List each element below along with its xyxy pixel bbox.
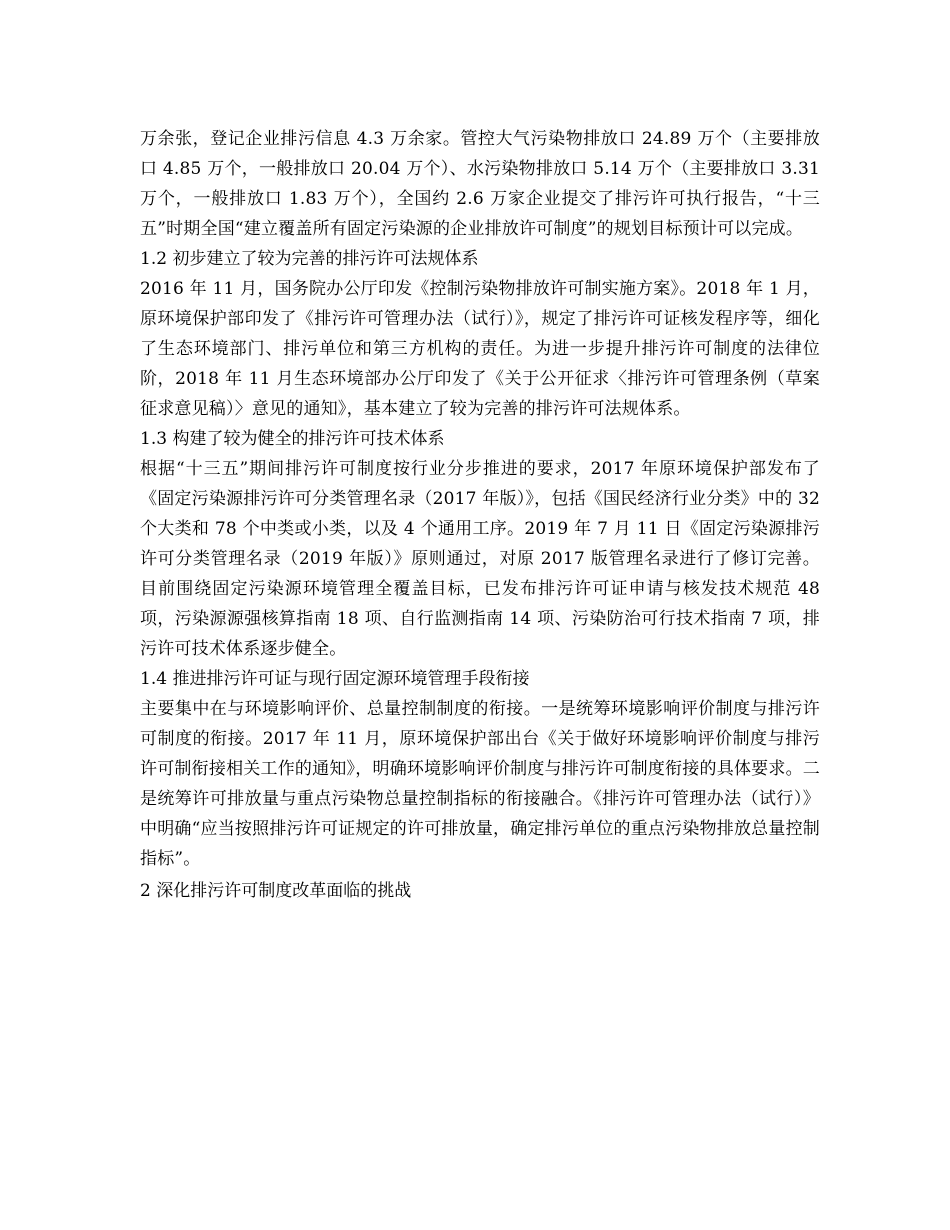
- paragraph-legal-system: 2016 年 11 月，国务院办公厅印发《控制污染物排放许可制实施方案》。2018 年 1 月，原环境保护部印发了《排污许可管理办法（试行）》，规定了排污许可证核发程序等，细化了生态环境部门、排污单位和第三方机构的责任。为进一步提升排污许可制度的法律位阶，2018 年 11 月生态环境部办公厅印发了《关于公开征求〈排污许可管理条例（草案征求意见稿）〉意见的通知》，基本建立了较为完善的排污许可法规体系。: [140, 279, 820, 419]
- paragraph-management-linkage: 主要集中在与环境影响评价、总量控制制度的衔接。一是统筹环境影响评价制度与排污许可制度的衔接。2017 年 11 月，原环境保护部出台《关于做好环境影响评价制度与排污许可制衔接相关工作的通知》，明确环境影响评价制度与排污许可制度衔接的具体要求。二是统筹许可排放量与重点污染物总量控制指标的衔接融合。《排污许可管理办法（试行）》中明确“应当按照排污许可证规定的许可排放量，确定排污单位的重点污染物排放总量控制指标”。: [140, 699, 820, 869]
- heading-1-3: 1.3 构建了较为健全的排污许可技术体系: [140, 429, 445, 449]
- paragraph-technical-system: 根据“十三五”期间排污许可制度按行业分步推进的要求，2017 年原环境保护部发布了《固定污染源排污许可分类管理名录（2017 年版）》，包括《国民经济行业分类》中的 32 个大类和 78 个中类或小类，以及 4 个通用工序。2019 年 7 月 11 日《固定污染源排污许可分类管理名录（2019 年版）》原则通过，对原 2017 版管理名录进行了修订完善。目前围绕固定污染源环境管理全覆盖目标，已发布排污许可证申请与核发技术规范 48 项，污染源源强核算指南 18 项、自行监测指南 14 项、污染防治可行技术指南 7 项，排污许可技术体系逐步健全。: [140, 459, 820, 659]
- heading-2: 2 深化排污许可制度改革面临的挑战: [140, 881, 412, 901]
- document-page: [140, 124, 820, 906]
- heading-1-2: 1.2 初步建立了较为完善的排污许可法规体系: [140, 249, 479, 269]
- heading-1-4: 1.4 推进排污许可证与现行固定源环境管理手段衔接: [140, 669, 530, 689]
- paragraph-permit-statistics: 万余张，登记企业排污信息 4.3 万余家。管控大气污染物排放口 24.89 万个（主要排放口 4.85 万个，一般排放口 20.04 万个）、水污染物排放口 5.14 万个（主要排放口 3.31 万个，一般排放口 1.83 万个），全国约 2.6 万家企业提交了排污许可执行报告，“十三五”时期全国“建立覆盖所有固定污染源的企业排放许可制度”的规划目标预计可以完成。: [140, 129, 820, 239]
